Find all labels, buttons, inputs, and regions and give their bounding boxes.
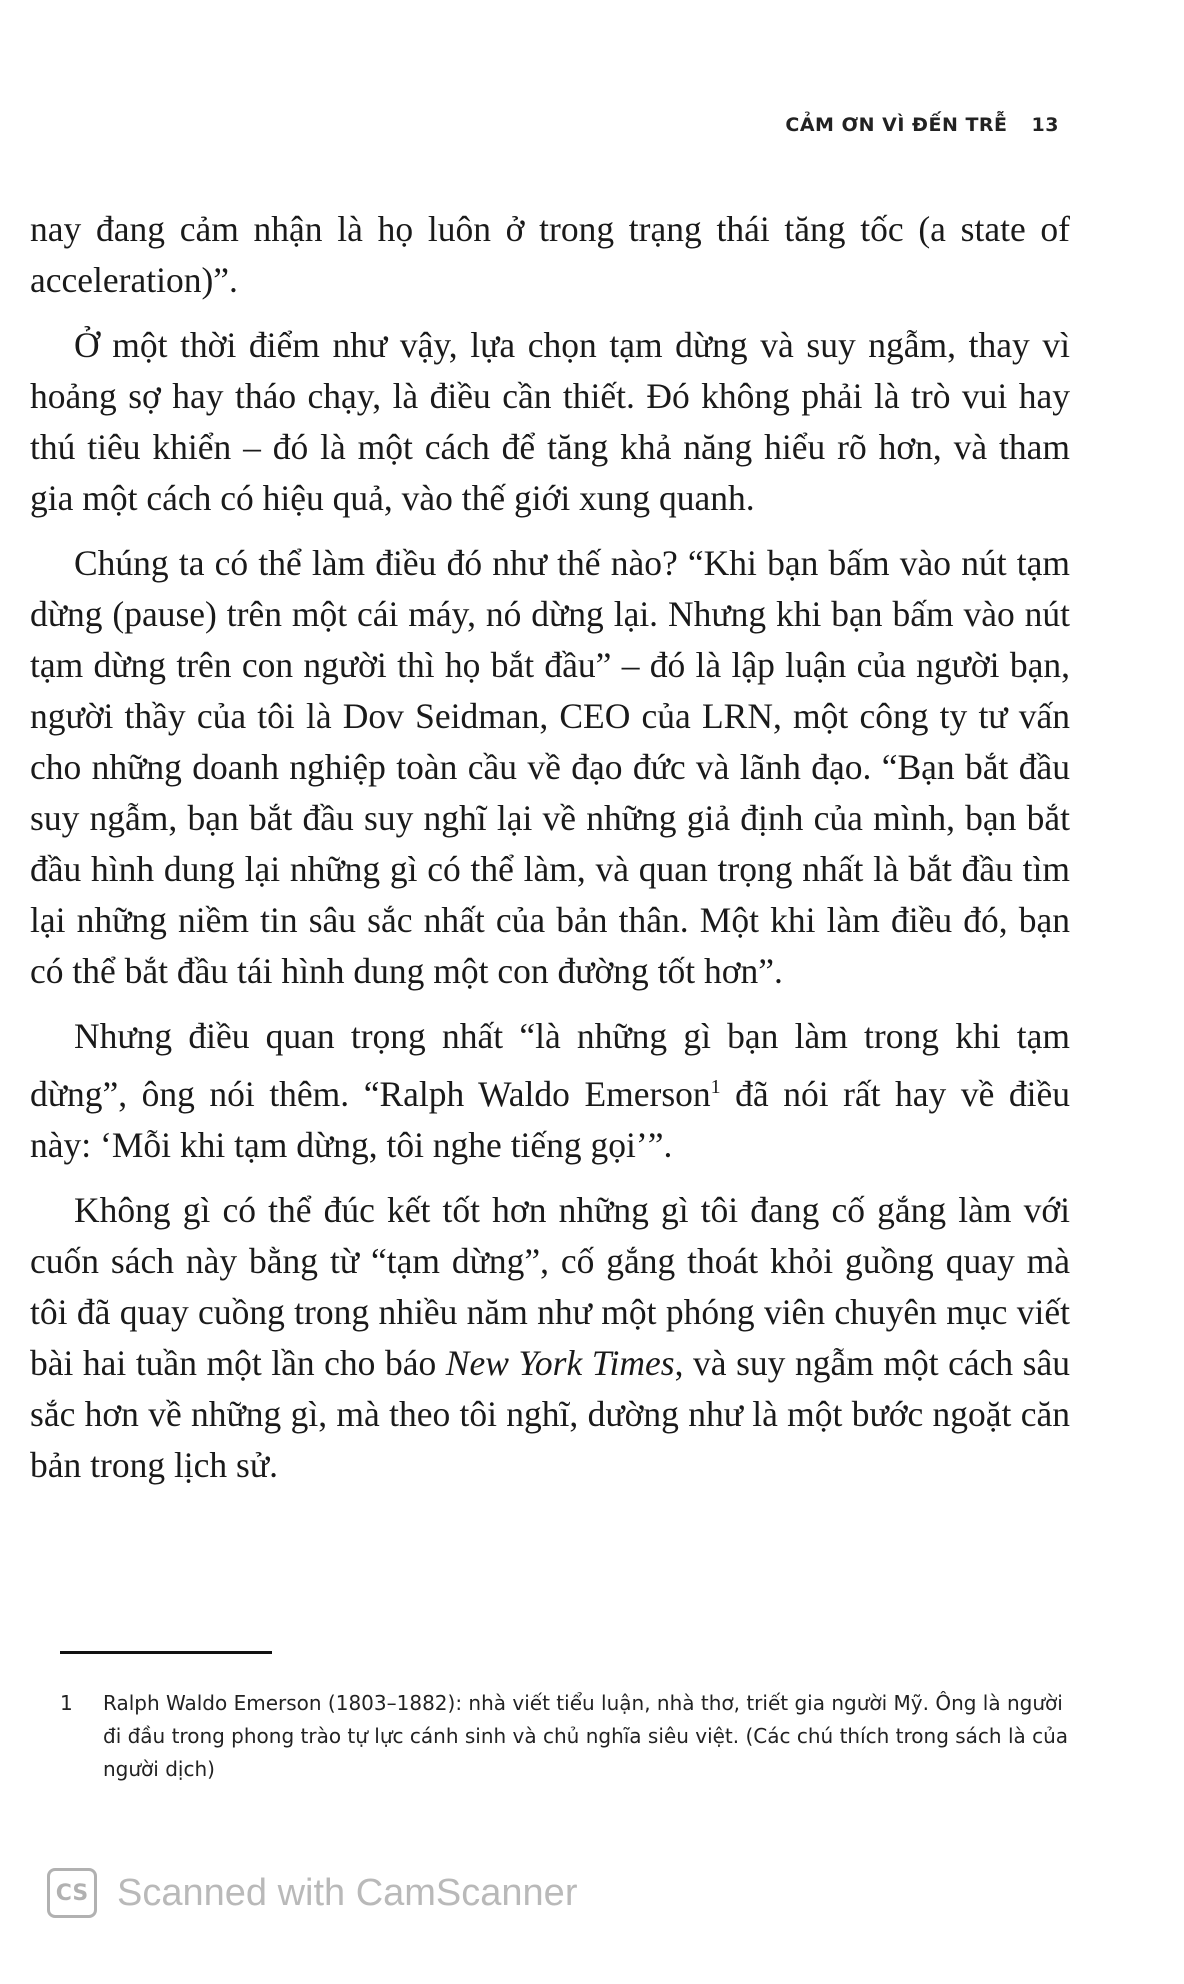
camscanner-logo-icon: CS [47,1868,97,1918]
paragraph-2: Ở một thời điểm như vậy, lựa chọn tạm dừng và suy ngẫm, thay vì hoảng sợ hay tháo chạy, là điều cần thiết. Đó không phải là trò vui hay thú tiêu khiển – đó là một cách để tăng khả năng hiểu rõ hơn, và tham gia một cách có hiệu quả, vào thế giới xung quanh. [30,325,1070,518]
footnote [60,1687,1080,1786]
footnote-number: 1 [60,1691,73,1715]
footnote-divider [60,1651,272,1654]
paragraph-5-text-a: Không gì có thể đúc kết tốt hơn những gì tôi đang cố gắng làm với cuốn sách này bằng từ “tạm dừng”, cố gắng thoát khỏi guồng quay mà tôi đã quay cuồng trong nhiều năm như một phóng viên chuyên mục viết bài hai tuần một lần cho báo [30,1189,1070,1383]
paragraph-1: nay đang cảm nhận là họ luôn ở trong trạng thái tăng tốc (a state of acceleration)”. [30,209,1070,300]
paragraph-5-text-b: , và suy ngẫm một cách sâu sắc hơn về những gì, mà theo tôi nghĩ, dường như là một bước ngoặt căn bản trong lịch sử. [30,1342,1071,1485]
watermark-text: Scanned with CamScanner [117,1871,578,1914]
paragraph-4-text-a: Nhưng điều quan trọng nhất “là những gì bạn làm trong khi tạm dừng”, ông nói thêm. “Ralph Waldo Emerson [30,1016,1070,1114]
camscanner-watermark [47,1868,577,1918]
publication-title: New York Times [445,1342,675,1383]
paragraph-5 [30,1185,1070,1491]
paragraph-4 [30,1011,1070,1171]
page-number: 13 [1031,114,1059,136]
chapter-title: CẢM ƠN VÌ ĐẾN TRỄ [785,114,1008,136]
running-header [785,114,1059,136]
body-text [30,204,1070,1505]
paragraph-4-text-b: đã nói rất hay về điều này: ‘Mỗi khi tạm dừng, tôi nghe tiếng gọi’”. [30,1073,1070,1165]
paragraph-3: Chúng ta có thể làm điều đó như thế nào? “Khi bạn bấm vào nút tạm dừng (pause) trên một cái máy, nó dừng lại. Nhưng khi bạn bấm vào nút tạm dừng trên con người thì họ bắt đầu” – đó là lập luận của người bạn, người thầy của tôi là Dov Seidman, CEO của LRN, một công ty tư vấn cho những doanh nghiệp toàn cầu về đạo đức và lãnh đạo. “Bạn bắt đầu suy ngẫm, bạn bắt đầu suy nghĩ lại về những giả định của mình, bạn bắt đầu hình dung lại những gì có thể làm, và quan trọng nhất là bắt đầu tìm lại những niềm tin sâu sắc nhất của bản thân. Một khi làm điều đó, bạn có thể bắt đầu tái hình dung một con đường tốt hơn”. [30,543,1070,991]
footnote-reference: 1 [710,1076,721,1098]
footnote-text: Ralph Waldo Emerson (1803–1882): nhà viết tiểu luận, nhà thơ, triết gia người Mỹ. Ông là người đi đầu trong phong trào tự lực cánh sinh và chủ nghĩa siêu việt. (Các chú thích trong sách là của người dịch) [103,1691,1069,1781]
